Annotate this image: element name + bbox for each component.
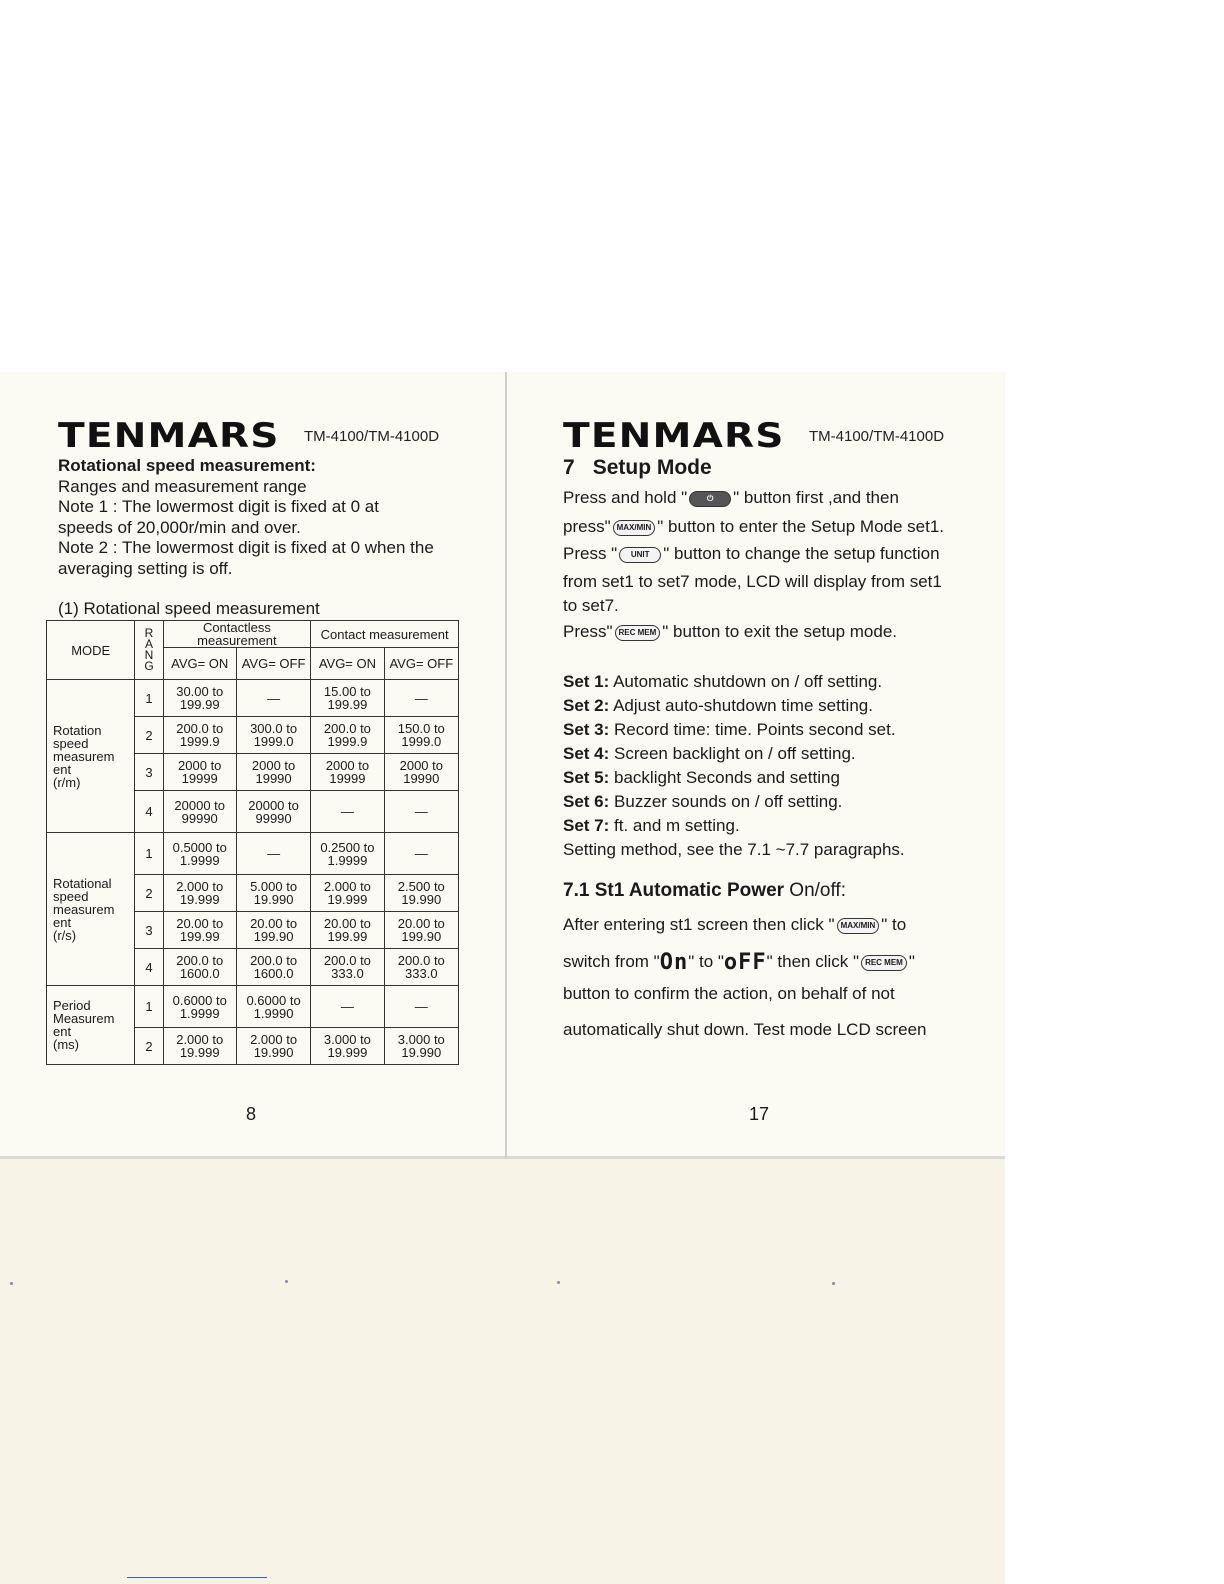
setup-para-line: press" MAX/MIN " button to enter the Setup Mode set1. [563,517,945,536]
value-cell: 2000 to 19999 [163,754,236,791]
scan-speck [10,1282,13,1285]
left-page [0,372,505,1158]
setup-para-line: to set7. [563,596,619,615]
section-heading: Rotational speed measurement: [58,456,316,475]
value-cell: — [236,680,310,717]
contact-header: Contact measurement [311,621,459,648]
set-item: Set 2: Adjust auto-shutdown time setting. [563,696,873,715]
value-cell: 15.00 to 199.99 [311,680,384,717]
set-item: Set 3: Record time: time. Points second set. [563,720,896,739]
set-list [563,670,905,862]
subsection-line: After entering st1 screen then click " MAX/MIN " to [563,915,907,934]
intro-line: Note 2 : The lowermost digit is fixed at 0 when the [58,538,434,557]
value-cell: — [311,791,384,833]
value-cell: 0.2500 to 1.9999 [311,833,384,875]
value-cell: 150.0 to 1999.0 [384,717,458,754]
range-cell: 2 [135,1028,163,1065]
value-cell: 20000 to 99990 [163,791,236,833]
brand-logo: TENMARS [563,416,785,456]
value-cell: 2.500 to 19.990 [384,875,458,912]
setup-para-line: Press" REC MEM " button to exit the setup mode. [563,622,898,641]
intro-line: speeds of 20,000r/min and over. [58,517,301,537]
intro-line: Ranges and measurement range [58,476,307,496]
power-button-icon: ⏻ [689,491,731,507]
value-cell: — [384,791,458,833]
avg-off-header: AVG= OFF [384,648,458,680]
range-cell: 2 [135,717,163,754]
contactless-header: Contactless measurement [163,621,311,648]
value-cell: 2000 to 19990 [384,754,458,791]
range-cell: 1 [135,680,163,717]
right-page [507,372,1005,1158]
range-cell: 4 [135,949,163,986]
range-cell: 1 [135,986,163,1028]
rec-mem-button-icon: REC MEM [861,955,907,971]
mode-cell: Period Measurem ent (ms) [47,986,135,1065]
subsection-heading: 7.1 St1 Automatic Power On/off: [563,880,846,901]
model-number: TM-4100/TM-4100D [809,428,945,445]
value-cell: 0.5000 to 1.9999 [163,833,236,875]
value-cell: 200.0 to 1999.9 [163,717,236,754]
brand-logo: TENMARS [58,416,280,456]
value-cell: 200.0 to 333.0 [384,949,458,986]
value-cell: — [311,986,384,1028]
value-cell: 30.00 to 199.99 [163,680,236,717]
range-cell: 3 [135,754,163,791]
value-cell: — [384,986,458,1028]
range-header: R A N G [135,621,163,680]
value-cell: 200.0 to 1600.0 [236,949,310,986]
set-item: Set 7: ft. and m setting. [563,816,740,835]
table-header-row [47,621,459,648]
mode-header: MODE [47,621,135,680]
value-cell: 200.0 to 333.0 [311,949,384,986]
mode-cell: Rotation speed measurem ent (r/m) [47,680,135,833]
value-cell: 5.000 to 19.990 [236,875,310,912]
intro-line: Note 1 : The lowermost digit is fixed at 0 at [58,497,379,516]
value-cell: 20000 to 99990 [236,791,310,833]
bottom-underline [127,1577,267,1578]
value-cell: 300.0 to 1999.0 [236,717,310,754]
scan-speck [557,1281,560,1284]
setup-para-line: Press and hold " ⏻ " button first ,and then [563,488,899,507]
value-cell: — [236,833,310,875]
rec-mem-button-icon: REC MEM [615,625,661,641]
value-cell: 3.000 to 19.999 [311,1028,384,1065]
scan-speck [832,1282,835,1285]
section-title [563,456,712,480]
set-item: Set 6: Buzzer sounds on / off setting. [563,792,843,811]
table-row [47,680,459,717]
set-item: Set 5: backlight Seconds and setting [563,768,840,787]
setting-method: Setting method, see the 7.1 ~7.7 paragraphs. [563,840,905,859]
value-cell: 20.00 to 199.90 [384,912,458,949]
intro-line: averaging setting is off. [58,558,233,578]
subsection-line: button to confirm the action, on behalf of not [563,984,895,1003]
avg-on-header: AVG= ON [163,648,236,680]
scan-lower-margin [0,1158,1005,1584]
value-cell: 20.00 to 199.90 [236,912,310,949]
unit-button-icon: UNIT [619,547,661,563]
set-item: Set 4: Screen backlight on / off setting. [563,744,856,763]
value-cell: 3.000 to 19.990 [384,1028,458,1065]
section-title-text: Setup Mode [592,456,712,479]
table-body [47,680,459,1065]
page-number: 8 [246,1104,257,1124]
table-row [47,833,459,875]
lcd-off-glyph: oFF [723,950,767,975]
range-cell: 2 [135,875,163,912]
avg-off-header: AVG= OFF [236,648,310,680]
range-cell: 4 [135,791,163,833]
value-cell: 2.000 to 19.990 [236,1028,310,1065]
table-row [47,986,459,1028]
avg-on-header: AVG= ON [311,648,384,680]
model-number: TM-4100/TM-4100D [304,428,440,445]
value-cell: 20.00 to 199.99 [311,912,384,949]
setup-para-line: from set1 to set7 mode, LCD will display from set1 [563,572,942,591]
lcd-on-glyph: On [659,950,689,975]
section-number: 7 [563,456,575,479]
value-cell: 0.6000 to 1.9990 [236,986,310,1028]
value-cell: 2.000 to 19.999 [311,875,384,912]
value-cell: — [384,833,458,875]
mode-cell: Rotational speed measurem ent (r/s) [47,833,135,986]
range-cell: 1 [135,833,163,875]
value-cell: 2000 to 19990 [236,754,310,791]
range-table [46,620,459,1065]
page-number: 17 [749,1104,770,1124]
range-cell: 3 [135,912,163,949]
value-cell: 2.000 to 19.999 [163,1028,236,1065]
value-cell: 0.6000 to 1.9999 [163,986,236,1028]
value-cell: 2000 to 19999 [311,754,384,791]
value-cell: — [384,680,458,717]
value-cell: 200.0 to 1999.9 [311,717,384,754]
intro-text [58,456,478,579]
subsection-line: switch from "On" to "oFF" then click " REC MEM " [563,950,915,975]
value-cell: 20.00 to 199.99 [163,912,236,949]
setup-para-line: Press " UNIT " button to change the setup function [563,544,940,563]
maxmin-button-icon: MAX/MIN [613,520,656,536]
subsection-line: automatically shut down. Test mode LCD screen [563,1020,927,1039]
value-cell: 2.000 to 19.999 [163,875,236,912]
scan-speck [285,1280,288,1283]
set-item: Set 1: Automatic shutdown on / off setting. [563,672,883,691]
table-caption: (1) Rotational speed measurement [58,599,320,618]
value-cell: 200.0 to 1600.0 [163,949,236,986]
maxmin-button-icon: MAX/MIN [837,918,880,934]
